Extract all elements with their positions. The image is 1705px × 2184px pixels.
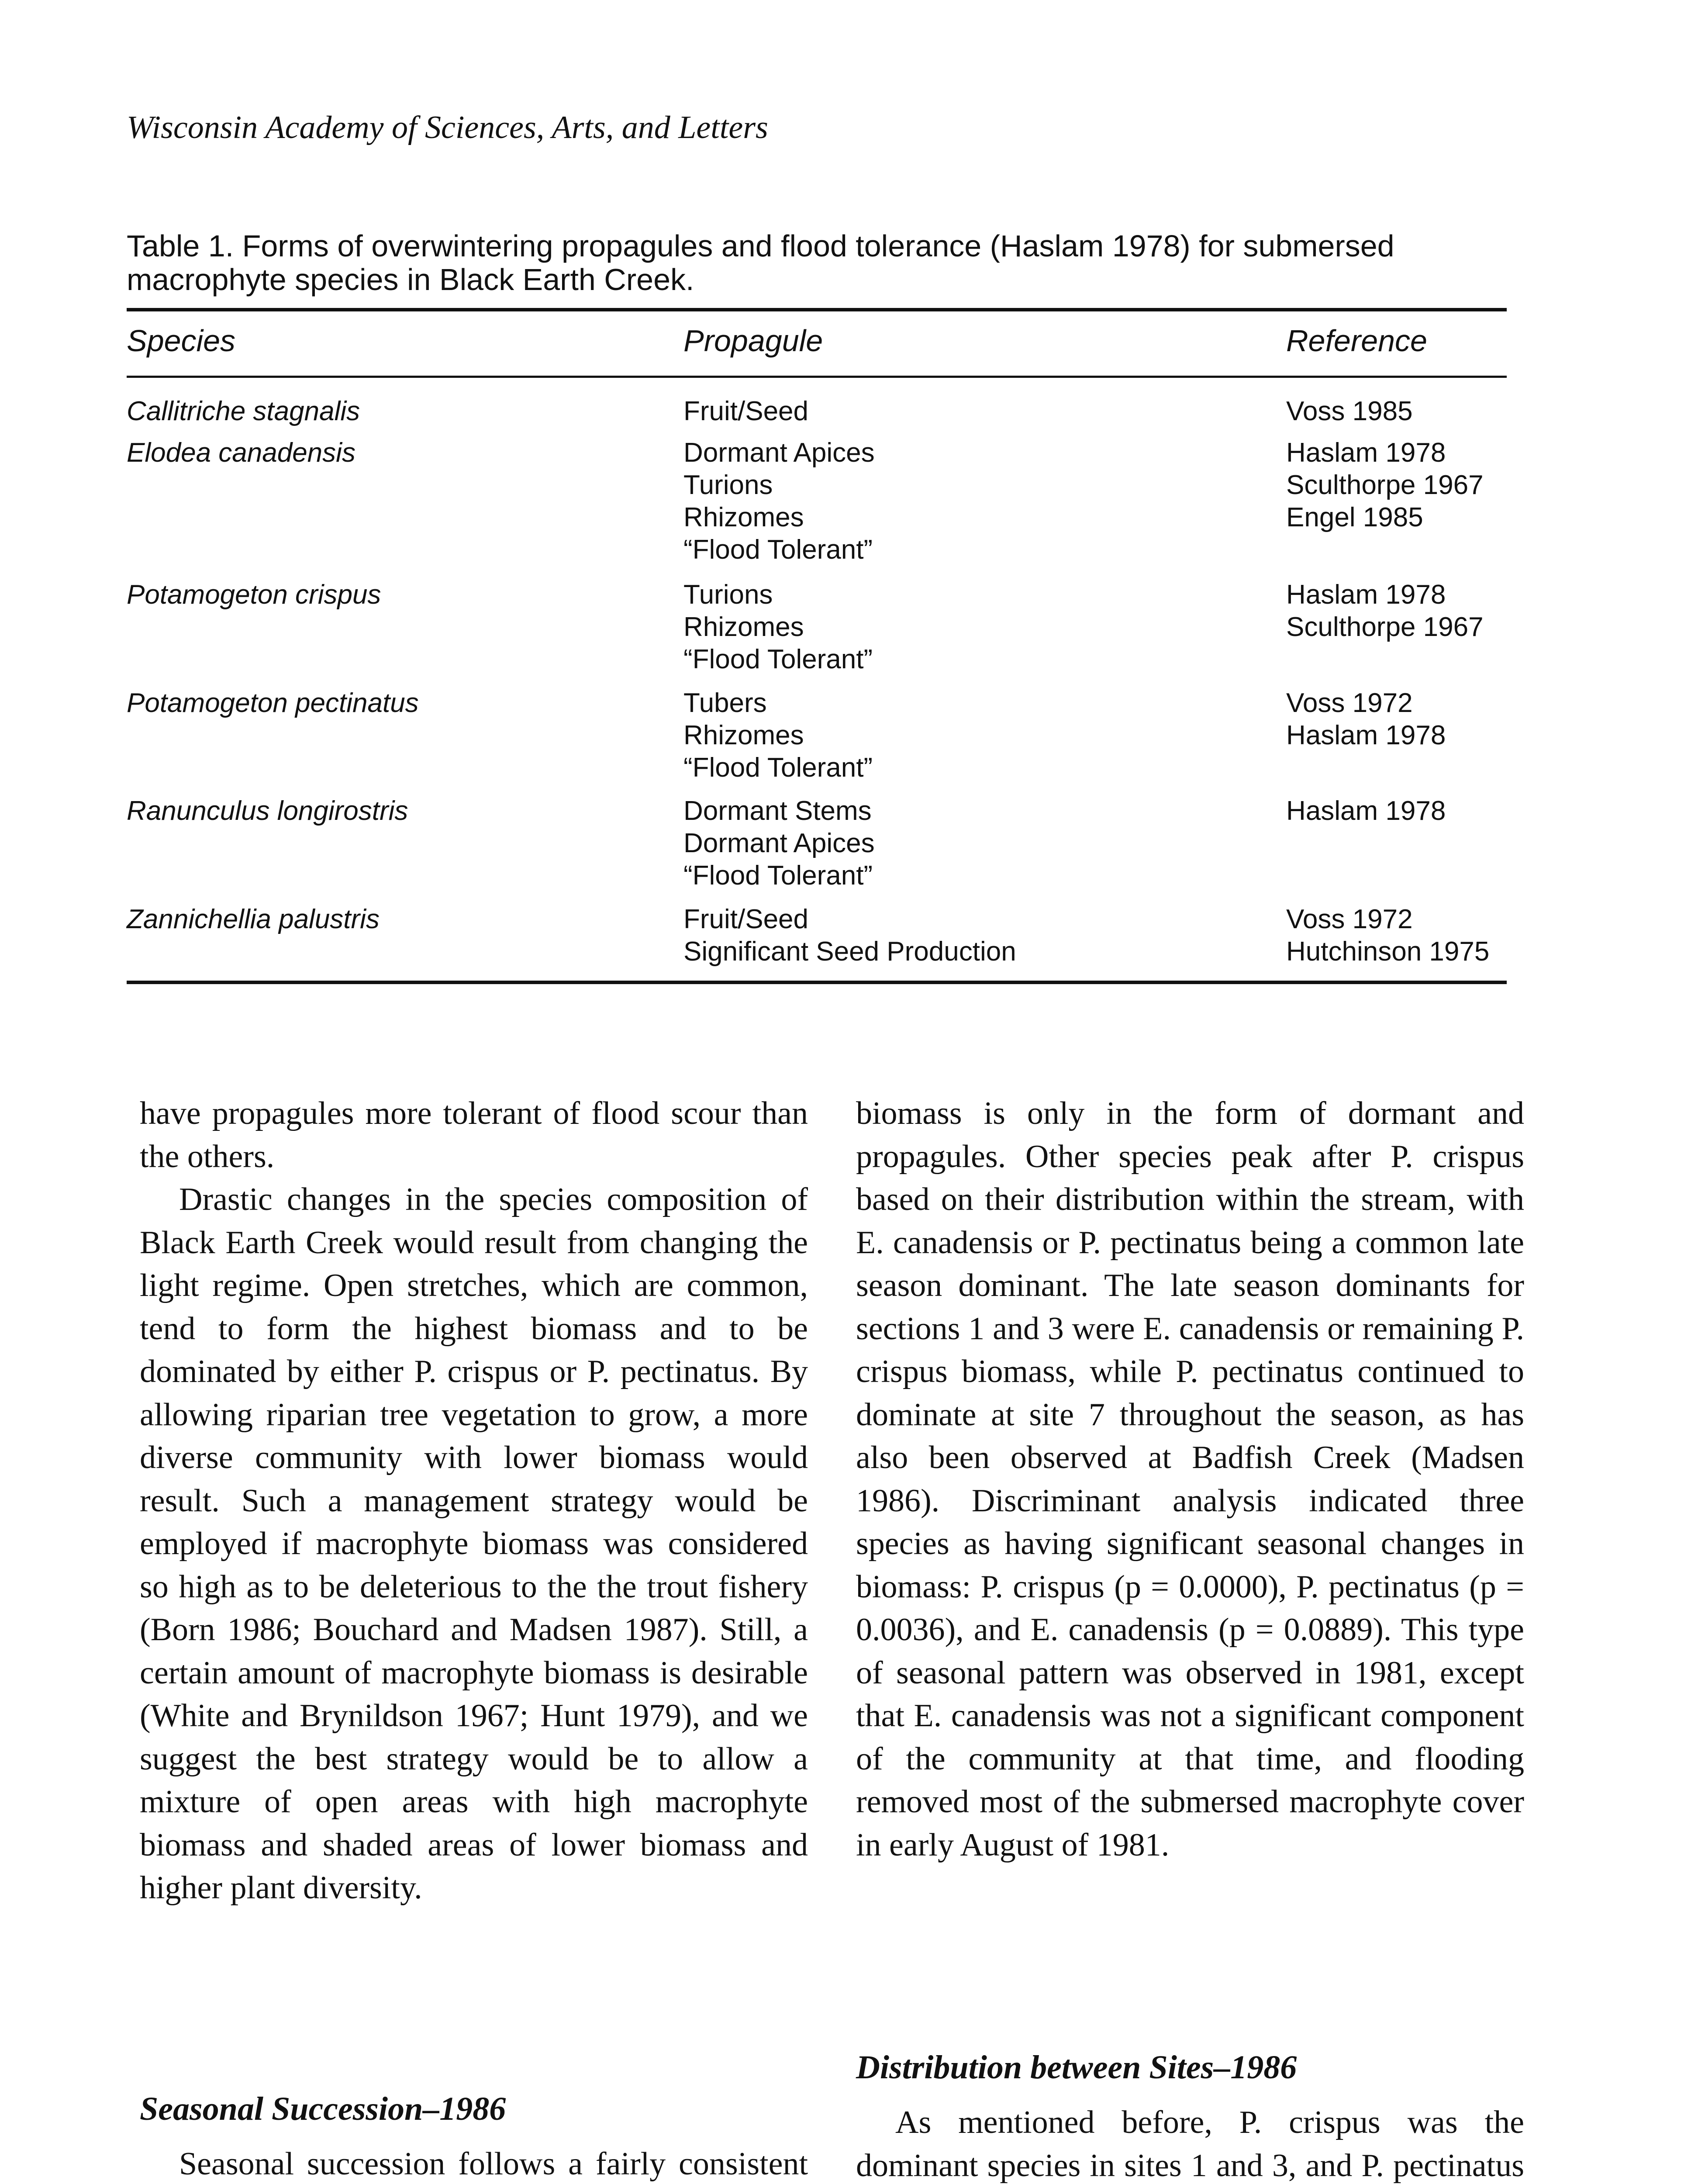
running-head: Wisconsin Academy of Sciences, Arts, and Letters [127,110,768,145]
propagule-cell: Fruit/Seed Significant Seed Production [683,904,1016,967]
table-caption: Table 1. Forms of overwintering propagules and flood tolerance (Haslam 1978) for submersed macrophyte species in Black Earth Creek. [127,229,1394,297]
species-cell: Callitriche stagnalis [127,396,360,426]
column-header-reference: Reference [1286,324,1427,358]
left-column-continued [140,2143,808,2184]
propagule-cell: Fruit/Seed [683,396,809,426]
reference-cell: Voss 1972 Hutchinson 1975 [1286,904,1490,967]
table-top-rule [127,308,1507,311]
species-cell: Elodea canadensis [127,438,355,468]
table-header-rule [127,376,1507,378]
right-column-continued [856,2101,1524,2184]
body-paragraph: have propagules more tolerant of flood scour than the others. [140,1095,808,1175]
reference-cell: Haslam 1978 Sculthorpe 1967 Engel 1985 [1286,438,1484,532]
body-paragraph: As mentioned before, P. crispus was the dominant species in sites 1 and 3, and P. pectinatus [856,2105,1524,2184]
reference-cell: Voss 1972 Haslam 1978 [1286,688,1446,750]
table-bottom-rule [127,981,1507,984]
propagule-cell: Dormant Apices Turions Rhizomes “Flood Tolerant” [683,438,875,565]
section-heading-distribution-between-sites: Distribution between Sites–1986 [856,2049,1297,2086]
section-heading-seasonal-succession: Seasonal Succession–1986 [140,2091,506,2127]
propagule-cell: Tubers Rhizomes “Flood Tolerant” [683,688,873,783]
body-paragraph: Seasonal succession follows a fairly consistent [179,2146,808,2182]
body-paragraph: Drastic changes in the species composition of Black Earth Creek would result from changing the light regime. Open stretches, which are common, tend to form the highest biomass and to be dominated by either P. crispus or P. pectinatus. By allowing riparian tree vegetation to grow, a more diverse community with lower biomass would result. Such a management strategy would be employed if macrophyte biomass was considered so high as to be deleterious to the the trout fishery (Born 1986; Bouchard and Madsen 1987). Still, a certain amount of macrophyte biomass is desirable (White and Brynildson 1967; Hunt 1979), and we suggest the best strategy would be to allow a mixture of open areas with high macrophyte biomass and shaded areas of lower biomass and higher plant diversity. [140,1182,808,1906]
species-cell: Potamogeton pectinatus [127,688,419,718]
body-paragraph: biomass is only in the form of dormant and propagules. Other species peak after P. crispus based on their distribution within the stream, with E. canadensis or P. pectinatus being a common late season dominant. The late season dominants for sections 1 and 3 were E. canadensis or remaining P. crispus biomass, while P. pectinatus continued to dominate at site 7 throughout the season, as has also been observed at Badfish Creek (Madsen 1986). Discriminant analysis indicated three species as having significant seasonal changes in biomass: P. crispus (p = 0.0000), P. pectinatus (p = 0.0036), and E. canadensis (p = 0.0889). This type of seasonal pattern was observed in 1981, except that E. canadensis was not a significant component of the community at that time, and flooding removed most of the submersed macrophyte cover in early August of 1981. [856,1095,1524,1863]
reference-cell: Haslam 1978 [1286,796,1446,826]
right-column [856,1092,1524,1866]
column-header-species: Species [127,324,236,358]
species-cell: Zannichellia palustris [127,904,380,934]
left-column [140,1092,808,1910]
species-cell: Ranunculus longirostris [127,796,408,826]
propagule-cell: Dormant Stems Dormant Apices “Flood Tolerant” [683,796,875,891]
species-cell: Potamogeton crispus [127,580,381,610]
column-header-propagule: Propagule [683,324,823,358]
propagule-cell: Turions Rhizomes “Flood Tolerant” [683,580,873,674]
reference-cell: Haslam 1978 Sculthorpe 1967 [1286,580,1484,642]
reference-cell: Voss 1985 [1286,396,1413,426]
